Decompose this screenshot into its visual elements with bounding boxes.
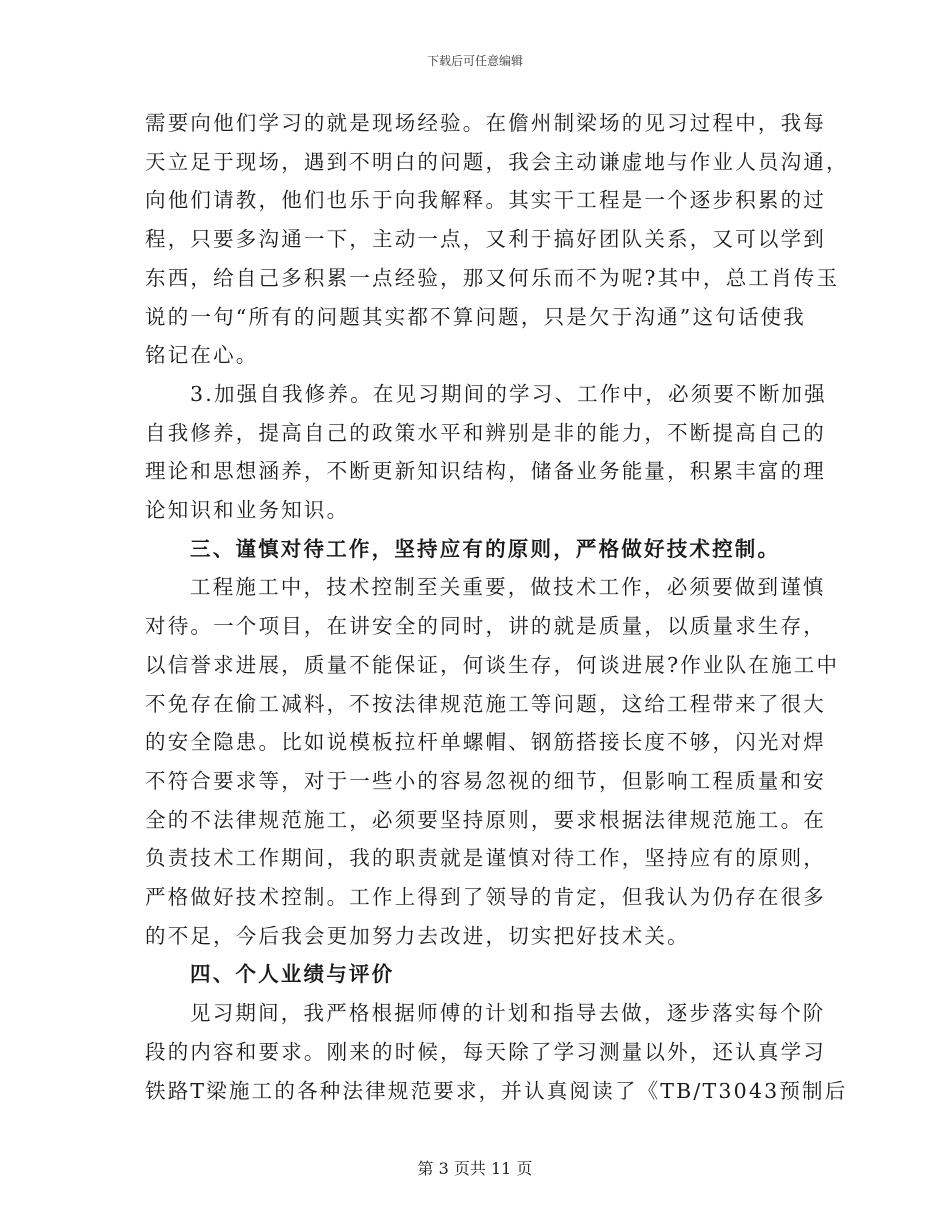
paragraph-performance <box>145 994 848 1110</box>
text-line: 段的内容和要求。刚来的时候，每天除了学习测量以外，还认真学习 <box>145 1039 826 1064</box>
paragraph-self-cultivation <box>145 375 827 530</box>
text-line: 说的一句“所有的问题其实都不算问题，只是欠于沟通”这句话使我 <box>145 304 806 329</box>
text-line: 需要向他们学习的就是现场经验。在儋州制梁场的见习过程中，我每 <box>145 111 826 135</box>
text-line: 负责技术工作期间，我的职责就是谨慎对待工作，坚持应有的原则， <box>145 846 826 871</box>
page-header: 下载后可任意编辑 <box>426 54 523 68</box>
section-heading-4 <box>145 955 810 994</box>
text-line: 以信誉求进展，质量不能保证，何谈生存，何谈进展?作业队在施工中 <box>145 652 840 677</box>
text-line: 全的不法律规范施工，必须要坚持原则，要求根据法律规范施工。在 <box>145 807 826 832</box>
text-line: 不符合要求等，对于一些小的容易忽视的细节，但影响工程质量和安 <box>145 768 826 793</box>
text-line: 不免存在偷工减料，不按法律规范施工等问题，这给工程带来了很大 <box>145 691 826 716</box>
text-line: 东西，给自己多积累一点经验，那又何乐而不为呢?其中，总工肖传玉 <box>145 265 840 290</box>
text-line: 的安全隐患。比如说模板拉杆单螺帽、钢筋搭接长度不够，闪光对焊 <box>145 730 826 755</box>
page-footer: 第 3 页共 11 页 <box>417 1159 533 1178</box>
paragraph-communication <box>145 104 849 375</box>
text-line: 铁路T梁施工的各种法律规范要求，并认真阅读了《TB/T3043预制后 <box>145 1078 848 1103</box>
text-line: 对待。一个项目，在讲安全的同时，讲的就是质量，以质量求生存， <box>145 614 826 639</box>
text-line: 见习期间，我严格根据师傅的计划和指导去做，逐步落实每个阶 <box>190 1001 826 1026</box>
text-line: 铭记在心。 <box>145 343 259 368</box>
text-line: 工程施工中，技术控制至关重要，做技术工作，必须要做到谨慎 <box>190 575 826 600</box>
text-line: 的不足，今后我会更加努力去改进，切实把好技术关。 <box>145 923 690 948</box>
paragraph-technical-control <box>145 568 840 955</box>
text-line: 严格做好技术控制。工作上得到了领导的肯定，但我认为仍存在很多 <box>145 885 826 910</box>
document-body <box>145 104 849 1110</box>
section-heading-3 <box>145 530 810 569</box>
text-line: 理论和思想涵养，不断更新知识结构，储备业务能量，积累丰富的理 <box>145 459 826 484</box>
text-line: 3.加强自我修养。在见习期间的学习、工作中，必须要不断加强 <box>190 381 827 406</box>
text-line: 论知识和业务知识。 <box>145 498 350 523</box>
text-line: 向他们请教，他们也乐于向我解释。其实干工程是一个逐步积累的过 <box>145 188 826 213</box>
heading-text: 三、谨慎对待工作，坚持应有的原则，严格做好技术控制。 <box>190 536 781 561</box>
text-line: 自我修养，提高自己的政策水平和辨别是非的能力，不断提高自己的 <box>145 420 826 445</box>
text-line: 天立足于现场，遇到不明白的问题，我会主动谦虚地与作业人员沟通， <box>145 149 849 174</box>
heading-text: 四、个人业绩与评价 <box>190 962 395 987</box>
text-line: 程，只要多沟通一下，主动一点，又利于搞好团队关系，又可以学到 <box>145 227 826 252</box>
